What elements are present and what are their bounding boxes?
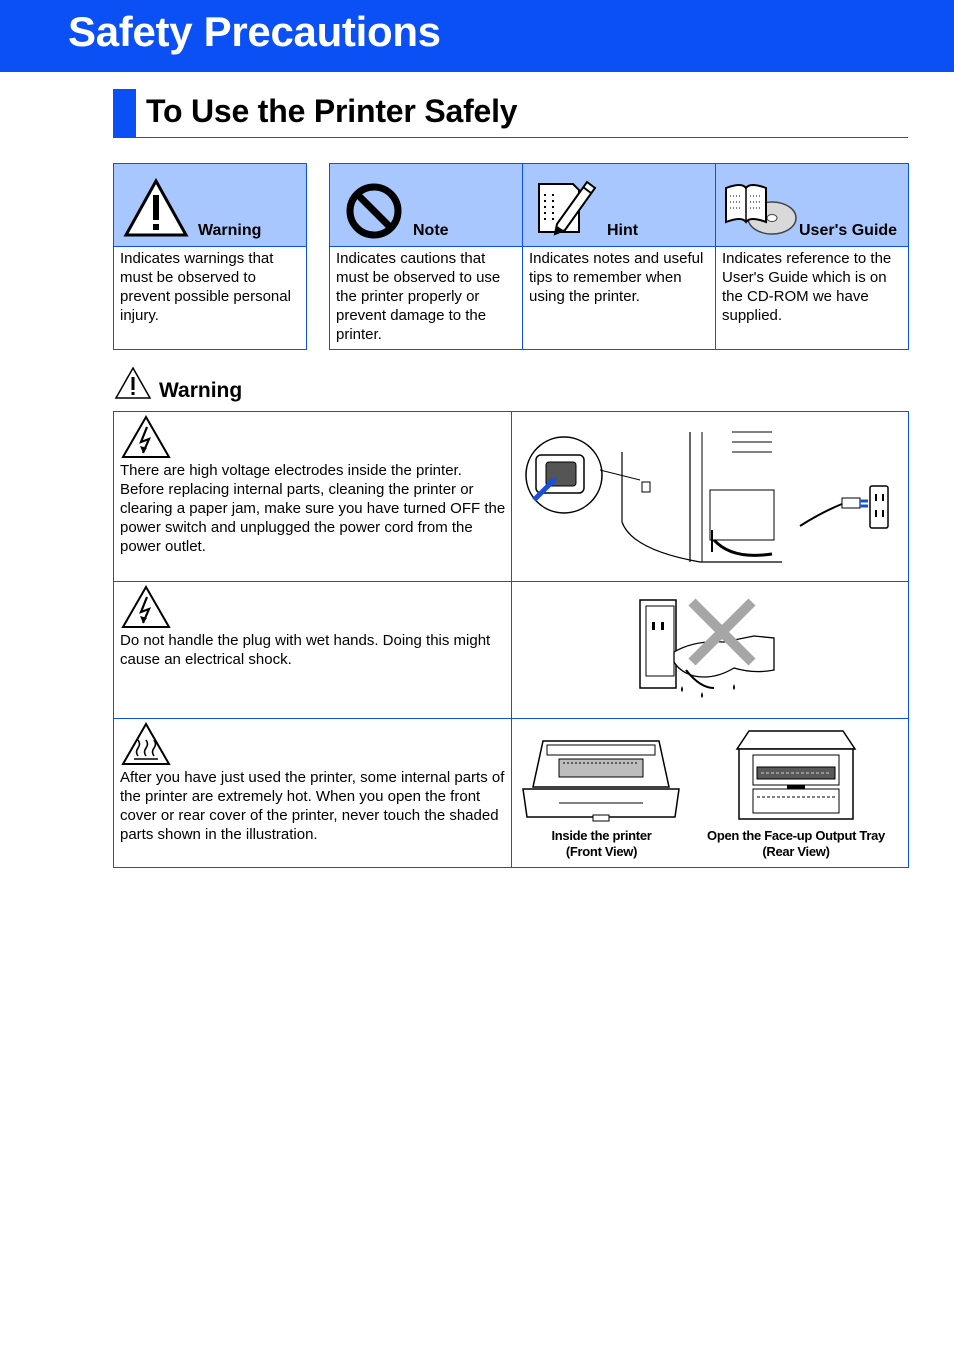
warning-heading: Warning (159, 379, 243, 402)
book-cd-icon (722, 178, 798, 238)
table-row (114, 719, 908, 867)
legend-hint-label: Hint (607, 222, 639, 239)
legend-guide (716, 164, 908, 349)
table-row (114, 412, 908, 581)
wet-hands-plug-illustration (634, 592, 784, 702)
prohibited-icon (345, 182, 403, 240)
notepad-pencil-icon (535, 178, 599, 238)
section-marker (113, 89, 136, 138)
legend-warning-text: Indicates warnings that must be observed to prevent possible personal injury. (120, 250, 291, 324)
printer-rear-view-illustration (731, 727, 861, 825)
caption-rear-line1: Open the Face-up Output Tray (707, 828, 885, 843)
legend-guide-label: User's Guide (799, 222, 898, 239)
power-switch-unplug-illustration (522, 422, 902, 572)
legend-warning-header (114, 164, 306, 247)
hot-surface-icon (121, 722, 171, 766)
legend-warning-label: Warning (198, 222, 262, 239)
caption-rear-line2: (Rear View) (762, 844, 830, 859)
warning-table (113, 411, 909, 868)
legend-note-header (330, 164, 523, 247)
legend-note-label: Note (413, 222, 449, 239)
page-header (0, 0, 954, 72)
page-title: Safety Precautions (68, 8, 441, 55)
warning-text-wet-hands: Do not handle the plug with wet hands. Doing this might cause an electrical shock. (120, 632, 491, 668)
legend-warning (113, 163, 307, 350)
legend-note (330, 164, 523, 349)
legend-group (329, 163, 909, 350)
legend-hint (523, 164, 716, 349)
table-row (114, 582, 908, 718)
legend-guide-text: Indicates reference to the User's Guide which is on the CD-ROM we have supplied. (722, 250, 892, 324)
warning-text-high-voltage: There are high voltage electrodes inside the printer. Before replacing internal parts, cleaning the printer or clearing a paper jam, make sure you have turned OFF the power switch and unplugged the power cord from the power outlet. (120, 462, 506, 555)
caption-rear-view (698, 828, 894, 860)
caption-front-line2: (Front View) (565, 844, 638, 859)
warning-text-hot-parts: After you have just used the printer, some internal parts of the printer are extremely hot. When you open the front cover or rear cover of the printer, never touch the shaded parts shown in the illustration. (120, 769, 505, 843)
printer-front-view-illustration (519, 727, 683, 827)
legend-note-text: Indicates cautions that must be observed to use the printer properly or prevent damage to the printer. (336, 250, 501, 343)
caption-front-view (519, 828, 684, 860)
electric-shock-icon (121, 415, 171, 459)
section-divider (113, 137, 908, 138)
legend-hint-header (523, 164, 716, 247)
caption-front-line1: Inside the printer (551, 828, 652, 843)
electric-shock-icon (121, 585, 171, 629)
warning-triangle-icon (123, 178, 189, 238)
legend-hint-text: Indicates notes and useful tips to remember when using the printer. (529, 250, 704, 305)
legend-guide-header (716, 164, 908, 247)
warning-triangle-icon (114, 366, 152, 400)
section-title: To Use the Printer Safely (146, 93, 518, 129)
